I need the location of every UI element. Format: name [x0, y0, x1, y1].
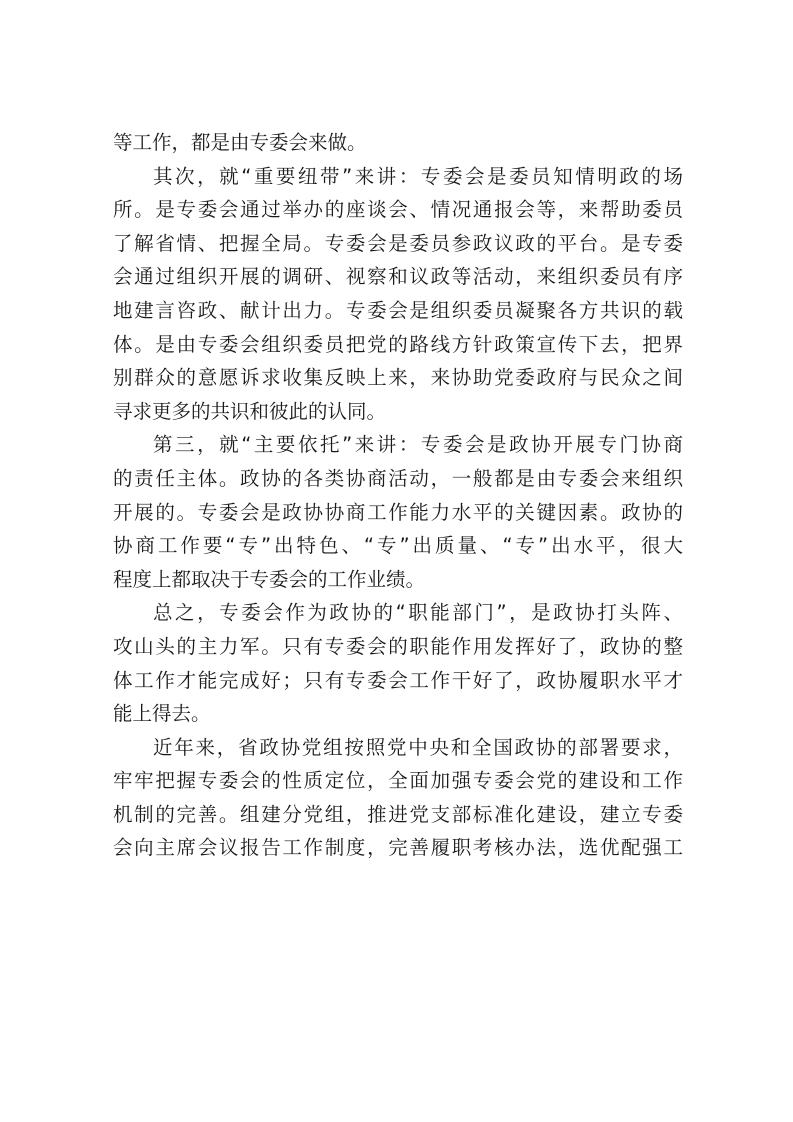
text-line: 的责任主体。政协的各类协商活动，一般都是由专委会来组织: [113, 466, 683, 490]
text-line: 体工作才能完成好；只有专委会工作干好了，政协履职水平才: [113, 668, 683, 692]
text-line: 别群众的意愿诉求收集反映上来，来协助党委政府与民众之间: [113, 366, 683, 390]
text-line: 体。是由专委会组织委员把党的路线方针政策宣传下去，把界: [113, 332, 683, 356]
document-body: [113, 126, 683, 865]
text-line: 牢牢把握专委会的性质定位，全面加强专委会党的建设和工作: [113, 769, 683, 793]
text-line: 能上得去。: [113, 702, 211, 726]
text-line: 程度上都取决于专委会的工作业绩。: [113, 567, 426, 591]
paragraph-start-line: 近年来，省政协党组按照党中央和全国政协的部署要求，: [153, 735, 683, 759]
text-line: 开展的。专委会是政协协商工作能力水平的关键因素。政协的: [113, 500, 683, 524]
text-line: 攻山头的主力军。只有专委会的职能作用发挥好了，政协的整: [113, 634, 683, 658]
text-line: 等工作，都是由专委会来做。: [113, 131, 367, 154]
paragraph-start-line: 其次，就“重要纽带”来讲：专委会是委员知情明政的场: [153, 164, 683, 188]
text-line: 地建言咨政、献计出力。专委会是组织委员凝聚各方共识的载: [113, 298, 683, 322]
text-line: 会通过组织开展的调研、视察和议政等活动，来组织委员有序: [113, 265, 683, 289]
text-line: 所。是专委会通过举办的座谈会、情况通报会等，来帮助委员: [113, 198, 683, 222]
text-line: 机制的完善。组建分党组，推进党支部标准化建设，建立专委: [113, 802, 683, 826]
text-line: 寻求更多的共识和彼此的认同。: [113, 399, 387, 423]
text-line: 协商工作要“专”出特色、“专”出质量、“专”出水平，很大: [113, 534, 683, 558]
text-line: 了解省情、把握全局。专委会是委员参政议政的平台。是专委: [113, 231, 683, 255]
text-line: 会向主席会议报告工作制度，完善履职考核办法，选优配强工: [113, 836, 683, 860]
paragraph-start-line: 总之，专委会作为政协的“职能部门”，是政协打头阵、: [153, 601, 683, 625]
paragraph-start-line: 第三，就“主要依托”来讲：专委会是政协开展专门协商: [153, 433, 683, 457]
